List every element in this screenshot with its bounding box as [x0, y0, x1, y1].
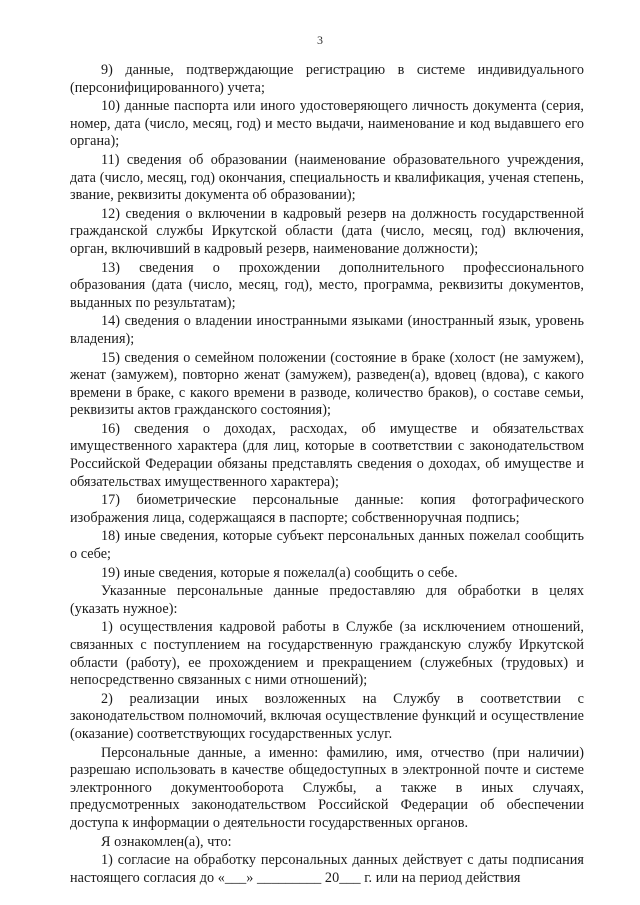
paragraph-item-9: 9) данные, подтверждающие регистрацию в системе индивидуального (персонифицированного) учета; [70, 62, 584, 96]
paragraph-acknowledged: Я ознакомлен(а), что: [101, 833, 232, 850]
paragraph-purposes-intro: Указанные персональные данные предоставляю для обработки в целях (указать нужное): [70, 583, 584, 617]
paragraph-item-19: 19) иные сведения, которые я пожелал(а) сообщить о себе. [101, 564, 458, 581]
paragraph-public-data: Персональные данные, а именно: фамилию, имя, отчество (при наличии) разрешаю использовать в качестве общедоступных в электронной почте и системе электронного документооборота Службы, а также в иных случаях, предусмотренных законодательством Российской Федерации об обеспечении доступа к информации о деятельности государственных органов. [70, 744, 584, 831]
paragraph-item-16: 16) сведения о доходах, расходах, об имуществе и обязательствах имущественного характера (для лиц, которые в соответствии с законодательством Российской Федерации обязаны представлять сведения о доходах, об имуществе и обязательствах имущественного характера); [70, 420, 584, 490]
paragraph-item-15: 15) сведения о семейном положении (состояние в браке (холост (не замужем), женат (замужем), повторно женат (замужем), разведен(а), вдовец (вдова), с какого времени в браке, с какого времени в разводе, количество браков), о составе семьи, реквизиты актов гражданского состояния); [70, 349, 584, 419]
paragraph-item-13: 13) сведения о прохождении дополнительного профессионального образования (дата (число, месяц, год), место, программа, реквизиты документов, выданных по результатам); [70, 259, 584, 311]
page-number: 3 [317, 33, 323, 47]
paragraph-item-14: 14) сведения о владении иностранными языками (иностранный язык, уровень владения); [70, 313, 584, 347]
paragraph-item-12: 12) сведения о включении в кадровый резерв на должность государственной гражданской службы Иркутской области (дата (число, месяц, год) включения, орган, включивший в кадровый резерв, наименование должности); [70, 205, 584, 257]
paragraph-consent-term: 1) согласие на обработку персональных данных действует с даты подписания настоящего согласия до «___» _________ 20___ г. или на период действия [70, 852, 584, 886]
paragraph-purpose-2: 2) реализации иных возложенных на Службу в соответствии с законодательством полномочий, включая осуществление функций и осуществление (оказание) соответствующих государственных услуг. [70, 690, 584, 742]
paragraph-item-17: 17) биометрические персональные данные: копия фотографического изображения лица, содержащаяся в паспорте; собственноручная подпись; [70, 492, 584, 526]
paragraph-item-11: 11) сведения об образовании (наименование образовательного учреждения, дата (число, месяц, год) окончания, специальность и квалификация, ученая степень, звание, реквизиты документа об образовании); [70, 151, 584, 204]
paragraph-item-10: 10) данные паспорта или иного удостоверяющего личность документа (серия, номер, дата (число, месяц, год) и место выдачи, наименование и код выдавшего его органа); [70, 98, 584, 150]
paragraph-item-18: 18) иные сведения, которые субъект персональных данных пожелал сообщить о себе; [70, 528, 584, 563]
paragraph-purpose-1: 1) осуществления кадровой работы в Службе (за исключением отношений, связанных с поступлением на государственную гражданскую службу Иркутской области (работу), ее прохождением и прекращением (служебных (трудовых) и непосредственно связанных с ними отношений); [70, 619, 584, 689]
